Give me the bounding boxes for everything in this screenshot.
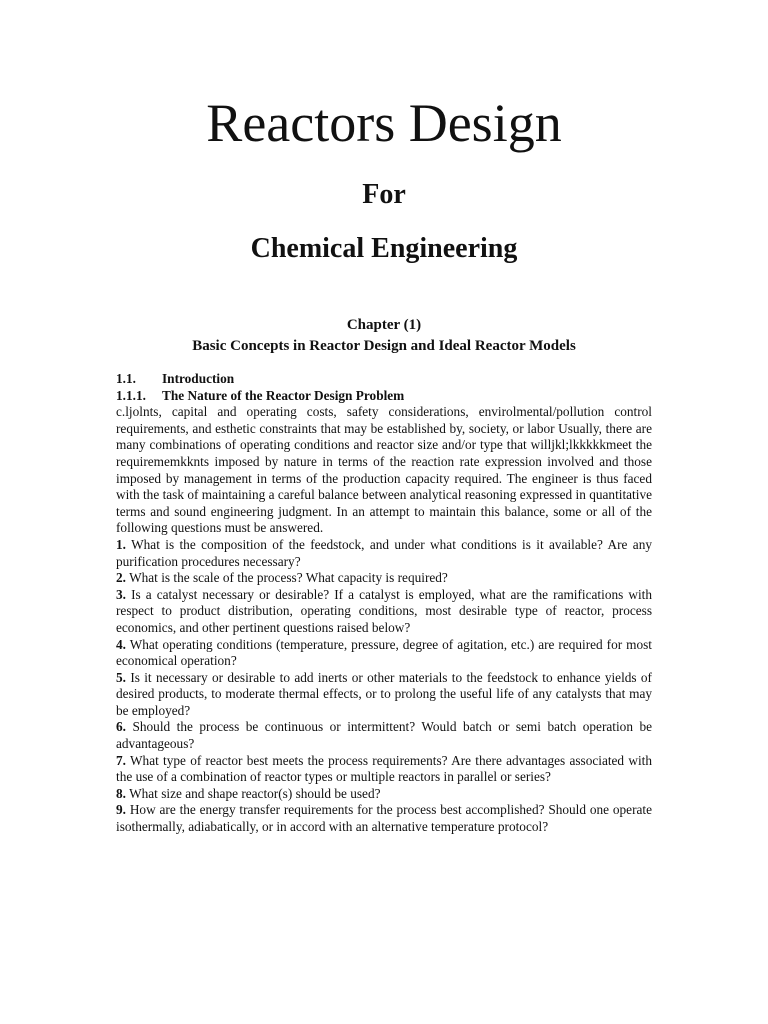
question-item — [116, 670, 652, 720]
intro-paragraph: c.ljolnts, capital and operating costs, safety considerations, envirolmental/pollution control requirements, and esthetic constraints that may be established by, society, or labor Usually, there are many combinations of operating conditions and reactor size and/or type that willjkl;lkkkkkmeet the requirememkknts imposed by nature in terms of the reaction rate expression involved and those imposed by management in terms of the production capacity required. The engineer is thus faced with the task of maintaining a careful balance between analytical reasoning expressed in quantitative terms and sound engineering judgment. In an attempt to maintain this balance, some or all of the following questions must be answered. — [116, 404, 652, 536]
question-item — [116, 802, 652, 835]
subsection-number: 1.1.1. — [116, 387, 146, 403]
question-item — [116, 786, 652, 803]
question-number: 2. — [116, 570, 126, 586]
question-number: 1. — [116, 536, 126, 552]
subsection-heading — [116, 388, 652, 405]
question-item — [116, 753, 652, 786]
question-number: 4. — [116, 636, 126, 652]
document-subtitle: Chemical Engineering — [250, 233, 518, 264]
section-heading — [116, 371, 652, 388]
question-item — [116, 537, 652, 570]
question-item — [116, 719, 652, 752]
question-item — [116, 570, 652, 587]
question-text: What is the composition of the feedstock, and under what conditions is it available? Are any purification procedures necessary? — [116, 536, 652, 569]
question-item — [116, 637, 652, 670]
question-text: How are the energy transfer requirements for the process best accomplished? Should one operate isothermally, adiabatically, or in accord with an alternative temperature protocol? — [116, 802, 653, 835]
question-number: 7. — [116, 752, 126, 768]
question-text: Is a catalyst necessary or desirable? If a catalyst is employed, what are the ramifications with respect to product distribution, operating conditions, most desirable type of reactor, process economics, and other pertinent questions raised below? — [116, 586, 652, 635]
chapter-number: Chapter (1) — [346, 317, 422, 333]
question-text: What operating conditions (temperature, pressure, degree of agitation, etc.) are required for most economical operation? — [116, 636, 652, 669]
question-text: Is it necessary or desirable to add inerts or other materials to the feedstock to enhance yields of desired products, to moderate thermal effects, or to prolong the useful life of any catalysts that may be employed? — [116, 669, 652, 718]
subsection-title: The Nature of the Reactor Design Problem — [162, 387, 405, 403]
section-number: 1.1. — [116, 371, 136, 386]
chapter-title: Basic Concepts in Reactor Design and Ideal Reactor Models — [192, 338, 576, 354]
document-for-line: For — [362, 179, 406, 210]
document-body — [116, 371, 652, 836]
question-text: What size and shape reactor(s) should be used? — [129, 785, 381, 801]
question-number: 9. — [116, 802, 126, 818]
question-text: What is the scale of the process? What capacity is required? — [129, 570, 448, 586]
question-number: 6. — [116, 719, 126, 735]
question-text: What type of reactor best meets the process requirements? Are there advantages associated with the use of a combination of reactor types or multiple reactors in parallel or series? — [116, 752, 652, 785]
question-number: 3. — [116, 586, 126, 602]
document-title: Reactors Design — [206, 93, 562, 153]
question-item — [116, 587, 652, 637]
question-number: 8. — [116, 785, 126, 801]
question-number: 5. — [116, 669, 126, 685]
question-text: Should the process be continuous or intermittent? Would batch or semi batch operation be advantageous? — [116, 719, 653, 752]
section-title: Introduction — [162, 371, 235, 386]
question-list — [116, 537, 652, 836]
